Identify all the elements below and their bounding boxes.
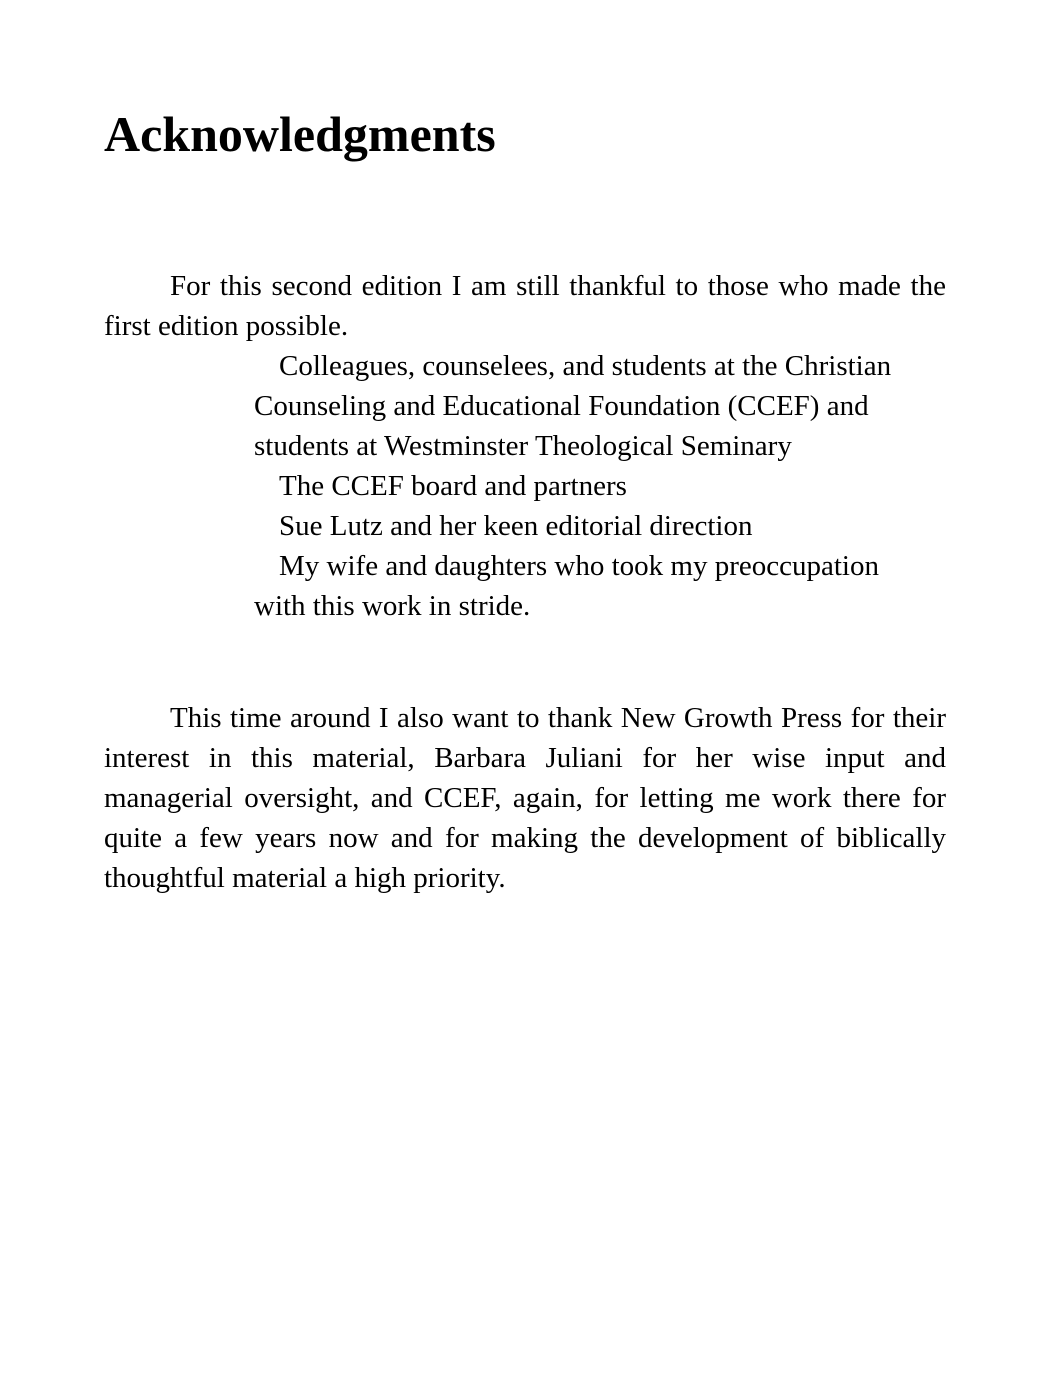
thanks-list-item: My wife and daughters who took my preoccupation with this work in stride. <box>254 550 879 622</box>
page-title: Acknowledgments <box>104 106 496 162</box>
thanks-list <box>254 346 934 626</box>
thanks-list-item: Sue Lutz and her keen editorial direction <box>279 510 753 542</box>
closing-paragraph: This time around I also want to thank New Growth Press for their interest in this material, Barbara Juliani for her wise input and managerial oversight, and CCEF, again, for letting me work there for quite a few years now and for making the development of biblically thoughtful material a high priority. <box>104 702 946 894</box>
intro-paragraph: For this second edition I am still thankful to those who made the first edition possible. <box>104 270 946 342</box>
thanks-list-item: The CCEF board and partners <box>279 470 627 502</box>
thanks-list-item: Colleagues, counselees, and students at the Christian Counseling and Educational Foundation (CCEF) and students at Westminster Theological Seminary <box>254 350 892 462</box>
